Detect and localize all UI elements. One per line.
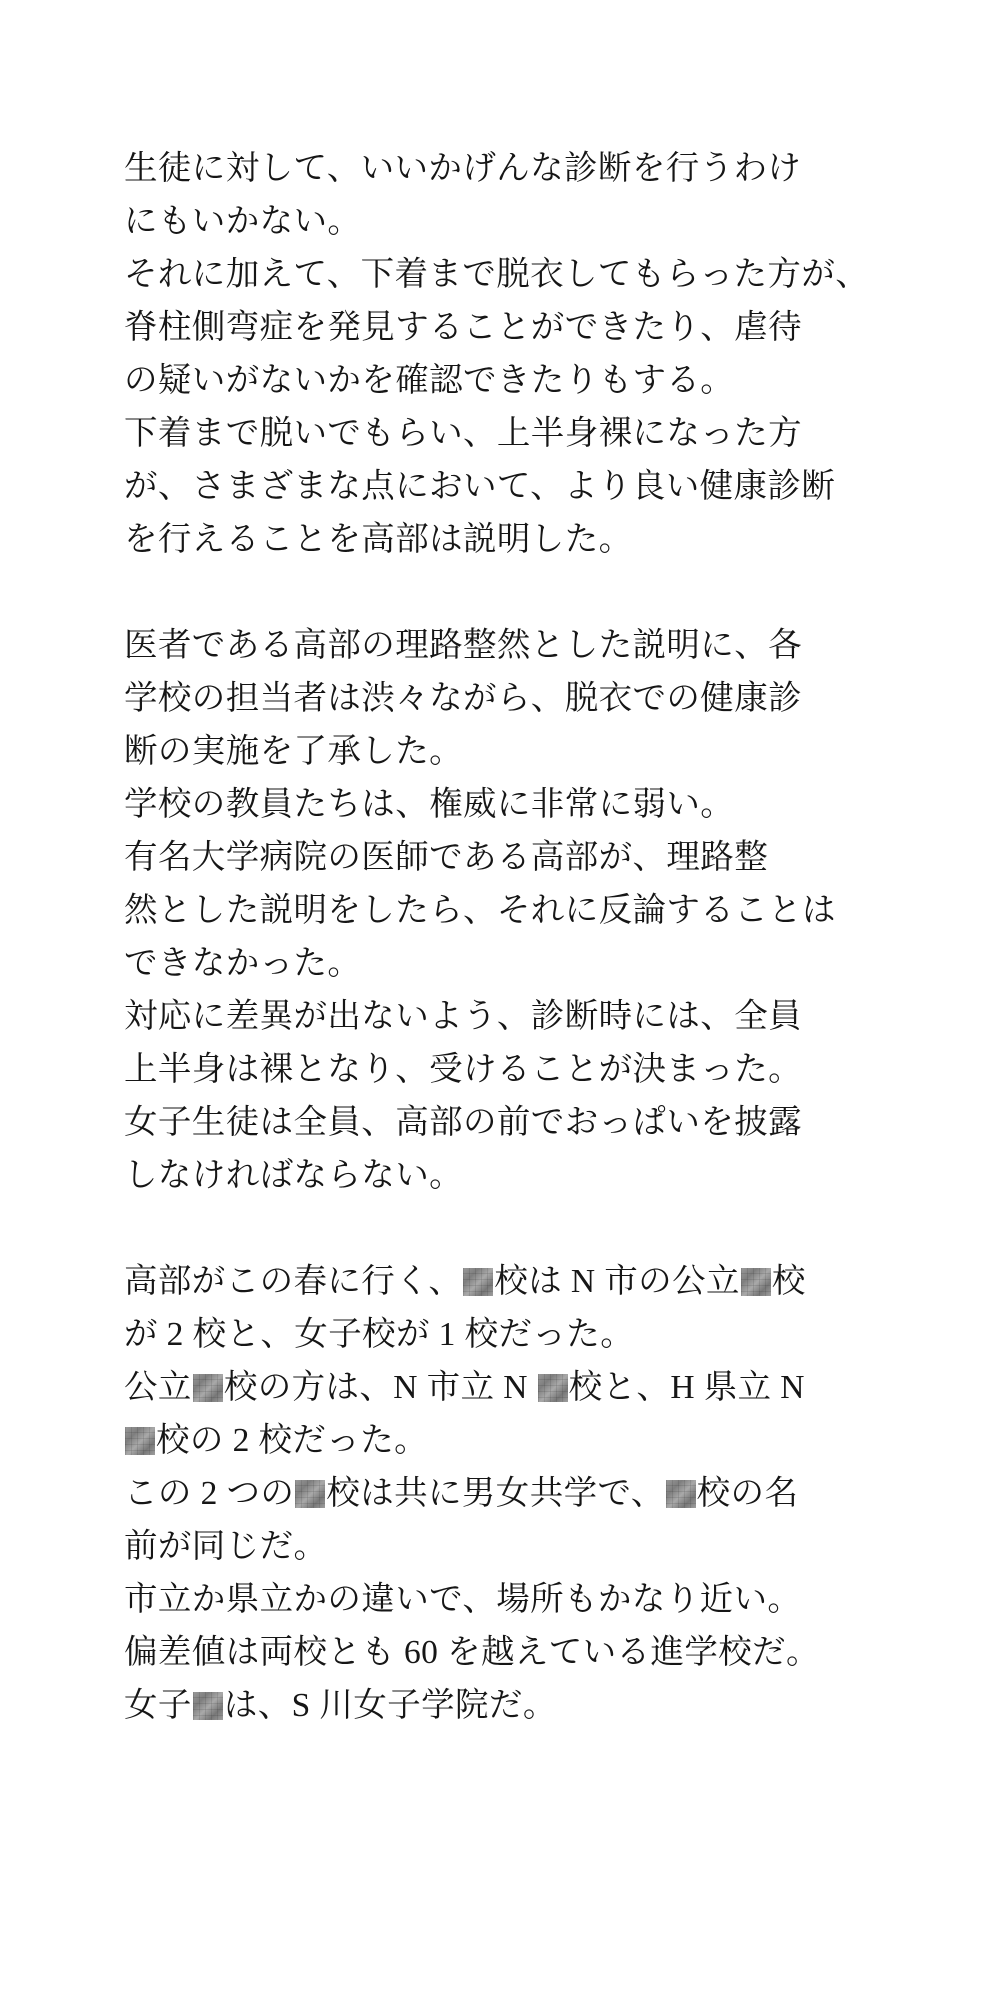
text-line: 生徒に対して、いいかげんな診断を行うわけ	[124, 150, 802, 187]
text-line	[124, 1255, 884, 1308]
text-line: それに加えて、下着まで脱衣してもらった方が、	[124, 256, 870, 293]
redaction-block	[193, 1374, 223, 1402]
text-line: を行えることを高部は説明した。	[124, 521, 633, 558]
text-line: が、さまざまな点において、より良い健康診断	[124, 468, 836, 505]
text-line: 女子生徒は全員、高部の前でおっぱいを披露	[124, 1104, 802, 1141]
text-line	[124, 1467, 884, 1520]
text-line: 下着まで脱いでもらい、上半身裸になった方	[124, 415, 802, 452]
redaction-block	[741, 1268, 771, 1296]
text-line: の疑いがないかを確認できたりもする。	[124, 362, 735, 399]
redaction-block	[193, 1692, 223, 1720]
text-run: 女子	[124, 1687, 192, 1724]
text-line: 有名大学病院の医師である高部が、理路整	[124, 839, 769, 876]
text-line: 対応に差異が出ないよう、診断時には、全員	[124, 998, 802, 1035]
text-run: 校は共に男女共学で、	[326, 1475, 665, 1512]
document-text-body	[124, 142, 884, 1732]
text-line: 医者である高部の理路整然とした説明に、各	[124, 627, 802, 664]
text-line	[124, 1626, 884, 1679]
redaction-block	[295, 1480, 325, 1508]
text-run: 公立	[124, 1369, 192, 1406]
text-line: 断の実施を了承した。	[124, 733, 463, 770]
text-run: 校と、H 県立 N	[568, 1369, 805, 1406]
text-line: できなかった。	[124, 945, 362, 982]
text-run: 校の名	[696, 1475, 799, 1512]
text-line	[124, 1679, 884, 1732]
text-run: この 2 つの	[124, 1475, 295, 1512]
text-run: 前が同じだ。	[124, 1528, 328, 1565]
redaction-block	[125, 1427, 155, 1455]
text-line	[124, 1573, 884, 1626]
text-line	[124, 1308, 884, 1361]
text-line: 然とした説明をしたら、それに反論することは	[124, 892, 836, 929]
text-line: 脊柱側弯症を発見することができたり、虐待	[124, 309, 802, 346]
text-run: 校	[771, 1263, 806, 1300]
redaction-block	[666, 1480, 696, 1508]
paragraph-2	[124, 619, 884, 1202]
text-run: 市立か県立かの違いで、場所もかなり近い。	[124, 1581, 802, 1618]
paragraph-3	[124, 1255, 884, 1732]
text-run: は、S 川女子学院だ。	[223, 1687, 557, 1724]
text-line	[124, 1520, 884, 1573]
text-line: 学校の教員たちは、権威に非常に弱い。	[124, 786, 735, 823]
redaction-block	[463, 1268, 493, 1296]
paragraph-spacer	[124, 1202, 884, 1255]
text-line: しなければならない。	[124, 1157, 463, 1194]
text-run: 高部がこの春に行く、	[124, 1263, 463, 1300]
text-run: 校の 2 校だった。	[156, 1422, 428, 1459]
paragraph-spacer	[124, 566, 884, 619]
text-line: 学校の担当者は渋々ながら、脱衣での健康診	[124, 680, 802, 717]
text-line: にもいかない。	[124, 203, 362, 240]
text-run: 偏差値は両校とも 60 を越えている進学校だ。	[124, 1634, 820, 1671]
text-line: 上半身は裸となり、受けることが決まった。	[124, 1051, 802, 1088]
paragraph-1	[124, 142, 884, 566]
text-line	[124, 1414, 884, 1467]
text-run: が 2 校と、女子校が 1 校だった。	[124, 1316, 635, 1353]
text-run: 校は N 市の公立	[494, 1263, 740, 1300]
text-run: 校の方は、N 市立 N	[223, 1369, 537, 1406]
redaction-block	[538, 1374, 568, 1402]
text-line	[124, 1361, 884, 1414]
